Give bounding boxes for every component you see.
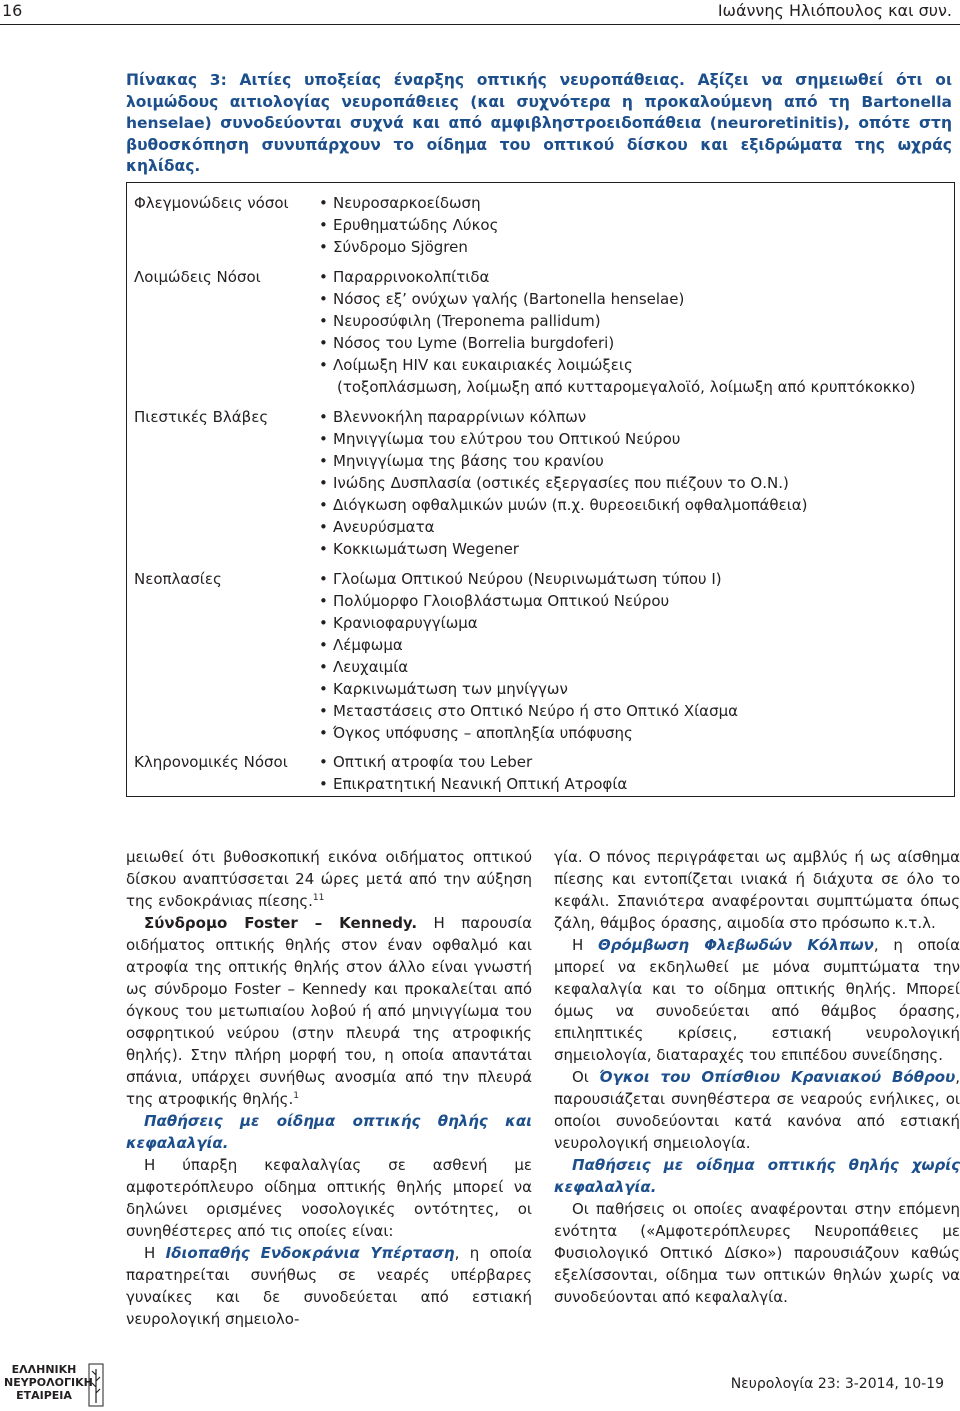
row-items — [319, 192, 949, 258]
running-head: Ιωάννης Ηλιόπουλος και συν. — [717, 1, 952, 20]
list-item: • Σύνδρομο Sjögren — [319, 238, 468, 256]
list-item: • Νόσος εξ’ ονύχων γαλής (Bartonella henselae) — [319, 290, 685, 308]
logo-emblem-icon — [88, 1363, 104, 1407]
term: Όγκοι του Οπίσθιου Κρανιακού Βόθρου — [599, 1068, 956, 1086]
paragraph: μειωθεί ότι βυθοσκοπική εικόνα οιδήματος οπτικού δίσκου αναπτύσσεται 24 ώρες μετά από την αύξηση της ενδοκράνιας πίεσης.$^{11}$ — [126, 848, 532, 910]
row-category: Πιεστικές Βλάβες — [134, 408, 269, 426]
row-items — [319, 751, 949, 795]
list-item: • Πολύμορφο Γλοιοβλάστωμα Οπτικού Νεύρου — [319, 592, 670, 610]
list-item-continuation: (τοξοπλάσμωση, λοίμωξη από κυτταρομεγαλοϊό, λοίμωξη από κρυπτόκοκκο) — [337, 378, 916, 396]
right-column — [554, 846, 960, 1308]
list-item: • Νόσος του Lyme (Borrelia burgdoferi) — [319, 334, 615, 352]
reference-marker: 1 — [293, 1091, 299, 1101]
paragraph: Η Ιδιοπαθής Ενδοκράνια Υπέρταση, η οποία παρατηρείται συνήθως σε νεαρές υπέρβαρες γυναίκες και δε συνοδεύεται από εστιακή νευρολογική σημειολο- — [126, 1244, 532, 1328]
list-item: • Παραρρινοκολπίτιδα — [319, 268, 490, 286]
row-items — [319, 406, 949, 560]
list-item: • Επικρατητική Νεανική Οπτική Ατροφία — [319, 775, 628, 793]
section-heading: Παθήσεις με οίδημα οπτικής θηλής και κεφαλαλγία. — [126, 1112, 532, 1152]
paragraph: Η ύπαρξη κεφαλαλγίας σε ασθενή με αμφοτερόπλευρο οίδημα οπτικής θηλής μπορεί να δηλώνει ορισμένες νοσολογικές οντότητες, οι συνηθέστερες από τις οποίες είναι: — [126, 1156, 532, 1240]
causes-table — [126, 182, 955, 797]
list-item: • Μηνιγγίωμα της βάσης του κρανίου — [319, 452, 604, 470]
list-item: • Ανευρύσματα — [319, 518, 435, 536]
list-item: • Μηνιγγίωμα του ελύτρου του Οπτικού Νεύρου — [319, 430, 681, 448]
row-category: Λοιμώδεις Νόσοι — [134, 268, 261, 286]
list-item: • Λοίμωξη HIV και ευκαιριακές λοιμώξεις — [319, 356, 633, 374]
list-item: • Όγκος υπόφυσης – αποπληξία υπόφυσης — [319, 724, 633, 742]
list-item: • Μεταστάσεις στο Οπτικό Νεύρο ή στο Οπτικό Χίασμα — [319, 702, 739, 720]
society-logo — [4, 1363, 194, 1407]
list-item: • Καρκινωμάτωση των μηνίγγων — [319, 680, 568, 698]
row-category: Νεοπλασίες — [134, 570, 222, 588]
reference-marker: 11 — [312, 893, 325, 903]
list-item: • Γλοίωμα Οπτικού Νεύρου (Νευρινωμάτωση τύπου Ι) — [319, 570, 722, 588]
term: Ιδιοπαθής Ενδοκράνια Υπέρταση — [165, 1244, 455, 1262]
paragraph: Σύνδρομο Foster – Kennedy. Η παρουσία οιδήματος οπτικής θηλής στον έναν οφθαλμό και ατροφία της οπτικής θηλής στον άλλο είναι γνωστή ως σύνδρομο Foster – Kennedy και προκαλείται από όγκους του μετωπιαίου λοβού ή από μηνιγγίωμα του οσφρητικού νεύρου (στην πλευρά της ατροφικής θηλής). Στην πλήρη μορφή του, η οποία απαντάται σπάνια, υπάρχει συνήθως ανοσμία από την πλευρά της ατροφικής θηλής.$^1$ — [126, 914, 532, 1108]
paragraph: Οι Όγκοι του Οπίσθιου Κρανιακού Βόθρου, παρουσιάζεται συνηθέστερα σε νεαρούς ενήλικες, οι οποίοι συνοδεύονται κατά κανόνα από εστιακή νευρολογική σημειολογία. — [554, 1068, 960, 1152]
paragraph: Η Θρόμβωση Φλεβωδών Κόλπων, η οποία μπορεί να εκδηλωθεί με μόνα συμπτώματα την κεφαλαλγία και το οίδημα οπτικής θηλής. Μπορεί όμως να συνοδεύεται από θάμβος όρασης, επιληπτικές κρίσεις, εστιακή νευρολογική σημειολογία, διαταραχές του επιπέδου συνείδησης. — [554, 936, 960, 1064]
section-heading: Σύνδρομο Foster – Kennedy. — [144, 914, 418, 932]
row-items — [319, 266, 949, 398]
list-item: • Λέμφωμα — [319, 636, 403, 654]
list-item: • Οπτική ατροφία του Leber — [319, 753, 533, 771]
list-item: • Νευροσαρκοείδωση — [319, 194, 481, 212]
row-items — [319, 568, 949, 744]
list-item: • Βλεννοκήλη παραρρίνιων κόλπων — [319, 408, 587, 426]
left-column — [126, 846, 532, 1330]
table-caption: Πίνακας 3: Αιτίες υποξείας έναρξης οπτικής νευροπάθειας. Αξίζει να σημειωθεί ότι οι λοιμώδους αιτιολογίας νευροπάθειες (και συχνότερα η προκαλούμενη από τη Bartonella henselae) συνοδεύονται συχνά και από αμφιβληστροειδοπάθεια (neuroretinitis), οπότε στη βυθοσκόπηση συνυπάρχουν το οίδημα του οπτικού δίσκου και εξιδρώματα της ωχράς κηλίδας. — [126, 71, 952, 175]
paragraph: Οι παθήσεις οι οποίες αναφέρονται στην επόμενη ενότητα («Αμφοτερόπλευρες Νευροπάθειες με Φυσιολογικό Οπτικό Δίσκο») παρουσιάζουν καθώς εξελίσσονται, οίδημα των οπτικών θηλών χωρίς να συνοδεύονται από κεφαλαλγία. — [554, 1200, 960, 1306]
list-item: • Διόγκωση οφθαλμικών μυών (π.χ. θυρεοειδική οφθαλμοπάθεια) — [319, 496, 808, 514]
logo-text: ΕΛΛΗΝΙΚΗ ΝΕΥΡΟΛΟΓΙΚΗ ΕΤΑΙΡΕΙΑ — [4, 1363, 93, 1402]
row-category: Κληρονομικές Νόσοι — [134, 753, 288, 771]
header-rule — [0, 24, 960, 25]
list-item: • Κοκκιωμάτωση Wegener — [319, 540, 519, 558]
list-item: • Νευροσύφιλη (Treponema pallidum) — [319, 312, 601, 330]
row-category: Φλεγμονώδεις νόσοι — [134, 194, 289, 212]
list-item: • Ερυθηματώδης Λύκος — [319, 216, 499, 234]
page-number: 16 — [2, 1, 23, 20]
list-item: • Κρανιοφαρυγγίωμα — [319, 614, 478, 632]
list-item: • Λευχαιμία — [319, 658, 409, 676]
journal-citation: Νευρολογία 23: 3-2014, 10-19 — [730, 1376, 944, 1392]
list-item: • Ινώδης Δυσπλασία (οστικές εξεργασίες που πιέζουν το Ο.Ν.) — [319, 474, 789, 492]
term: Θρόμβωση Φλεβωδών Κόλπων — [598, 936, 874, 954]
section-heading: Παθήσεις με οίδημα οπτικής θηλής χωρίς κεφαλαλγία. — [554, 1156, 960, 1196]
paragraph: γία. Ο πόνος περιγράφεται ως αμβλύς ή ως αίσθημα πίεσης και εντοπίζεται ινιακά ή διάχυτα σε όλο το κεφάλι. Σπανιότερα αναφέρονται συμπτώματα όπως ζάλη, θάμβος όρασης, αιμοδία στο πρόσωπο κ.τ.λ. — [554, 848, 960, 932]
